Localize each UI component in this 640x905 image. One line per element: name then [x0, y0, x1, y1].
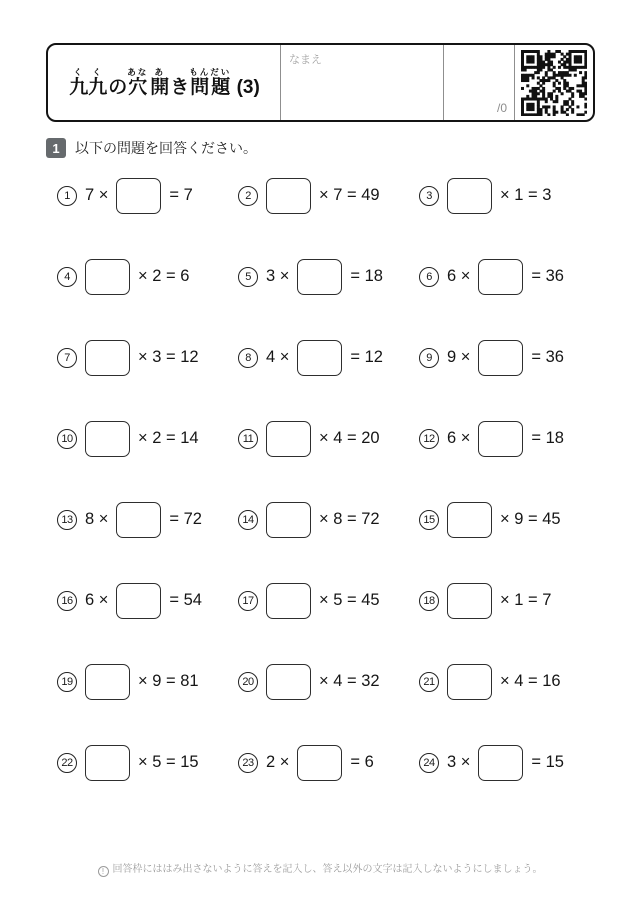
equation-after: = 18	[350, 267, 383, 285]
answer-box[interactable]	[478, 259, 523, 295]
instruction-text: 以下の問題を回答ください。	[75, 140, 257, 156]
problem	[238, 722, 419, 803]
equation-before: 6 ×	[447, 429, 471, 447]
problem-number: 3	[419, 186, 439, 206]
equation-before: 3 ×	[447, 753, 471, 771]
answer-box[interactable]	[266, 502, 311, 538]
problem	[57, 236, 238, 317]
problem	[57, 641, 238, 722]
footer-note-text: 回答枠にははみ出さないように答えを記入し、答え以外の文字は記入しないようにしましょう。	[112, 864, 543, 875]
problem-number: 11	[238, 429, 258, 449]
problem-number: 14	[238, 510, 258, 530]
problem	[238, 236, 419, 317]
equation-after: × 2 = 6	[138, 267, 190, 285]
title-section	[48, 45, 280, 120]
problem	[419, 236, 597, 317]
problem	[57, 479, 238, 560]
problem-number: 20	[238, 672, 258, 692]
name-field[interactable]	[280, 45, 443, 120]
score-field	[443, 45, 514, 120]
qr-section	[514, 45, 593, 120]
problem-number: 23	[238, 753, 258, 773]
problem-number: 10	[57, 429, 77, 449]
problem	[57, 155, 238, 236]
equation-before: 8 ×	[85, 510, 109, 528]
problem-number: 12	[419, 429, 439, 449]
answer-box[interactable]	[478, 745, 523, 781]
problem	[238, 560, 419, 641]
problem-number: 2	[238, 186, 258, 206]
answer-box[interactable]	[447, 502, 492, 538]
problem	[57, 398, 238, 479]
problem-number: 8	[238, 348, 258, 368]
answer-box[interactable]	[85, 664, 130, 700]
answer-box[interactable]	[478, 340, 523, 376]
worksheet-header	[46, 43, 595, 122]
answer-box[interactable]	[116, 502, 161, 538]
equation-after: × 9 = 45	[500, 510, 561, 528]
problem-number: 7	[57, 348, 77, 368]
problem-number: 18	[419, 591, 439, 611]
equation-after: = 15	[531, 753, 564, 771]
equation-after: × 1 = 7	[500, 591, 552, 609]
problem-number: 19	[57, 672, 77, 692]
equation-after: × 4 = 16	[500, 672, 561, 690]
problems-grid	[57, 155, 597, 803]
answer-box[interactable]	[85, 421, 130, 457]
problem-number: 1	[57, 186, 77, 206]
problem	[419, 479, 597, 560]
info-icon: !	[98, 866, 109, 877]
equation-after: × 7 = 49	[319, 186, 380, 204]
equation-after: = 18	[531, 429, 564, 447]
answer-box[interactable]	[297, 340, 342, 376]
answer-box[interactable]	[85, 745, 130, 781]
problem	[57, 722, 238, 803]
question-number-badge: 1	[46, 138, 66, 158]
problem-number: 21	[419, 672, 439, 692]
equation-after: = 72	[169, 510, 202, 528]
problem	[419, 155, 597, 236]
equation-after: × 4 = 20	[319, 429, 380, 447]
problem-number: 16	[57, 591, 77, 611]
equation-after: × 5 = 45	[319, 591, 380, 609]
equation-after: × 1 = 3	[500, 186, 552, 204]
problem	[419, 722, 597, 803]
problem	[238, 641, 419, 722]
answer-box[interactable]	[266, 178, 311, 214]
problem-number: 9	[419, 348, 439, 368]
problem	[238, 155, 419, 236]
answer-box[interactable]	[85, 340, 130, 376]
equation-after: = 6	[350, 753, 374, 771]
name-label: なまえ	[289, 54, 322, 66]
equation-after: = 12	[350, 348, 383, 366]
equation-before: 4 ×	[266, 348, 290, 366]
page-title: 九九くくの穴あな開あき問題もんだい (3)	[69, 66, 260, 98]
qr-code-icon	[521, 50, 587, 116]
problem-number: 4	[57, 267, 77, 287]
problem-number: 22	[57, 753, 77, 773]
problem-number: 17	[238, 591, 258, 611]
problem	[238, 317, 419, 398]
problem	[238, 398, 419, 479]
equation-after: × 4 = 32	[319, 672, 380, 690]
answer-box[interactable]	[116, 583, 161, 619]
equation-before: 9 ×	[447, 348, 471, 366]
problem	[419, 641, 597, 722]
equation-after: = 54	[169, 591, 202, 609]
equation-before: 3 ×	[266, 267, 290, 285]
answer-box[interactable]	[266, 583, 311, 619]
equation-after: × 2 = 14	[138, 429, 199, 447]
equation-before: 2 ×	[266, 753, 290, 771]
problem-number: 15	[419, 510, 439, 530]
problem	[57, 560, 238, 641]
answer-box[interactable]	[297, 745, 342, 781]
equation-after: × 3 = 12	[138, 348, 199, 366]
equation-after: × 8 = 72	[319, 510, 380, 528]
answer-box[interactable]	[447, 178, 492, 214]
problem	[419, 317, 597, 398]
equation-before: 7 ×	[85, 186, 109, 204]
answer-box[interactable]	[447, 583, 492, 619]
answer-box[interactable]	[266, 664, 311, 700]
answer-box[interactable]	[85, 259, 130, 295]
answer-box[interactable]	[266, 421, 311, 457]
problem-number: 13	[57, 510, 77, 530]
problem-number: 5	[238, 267, 258, 287]
equation-before: 6 ×	[447, 267, 471, 285]
equation-after: = 36	[531, 348, 564, 366]
problem	[57, 317, 238, 398]
answer-box[interactable]	[447, 664, 492, 700]
equation-after: × 9 = 81	[138, 672, 199, 690]
problem	[419, 560, 597, 641]
answer-box[interactable]	[478, 421, 523, 457]
footer-note	[0, 860, 640, 877]
answer-box[interactable]	[297, 259, 342, 295]
problem	[419, 398, 597, 479]
equation-before: 6 ×	[85, 591, 109, 609]
answer-box[interactable]	[116, 178, 161, 214]
problem	[238, 479, 419, 560]
equation-after: × 5 = 15	[138, 753, 199, 771]
equation-after: = 7	[169, 186, 193, 204]
equation-after: = 36	[531, 267, 564, 285]
score-value: /0	[496, 101, 507, 115]
problem-number: 24	[419, 753, 439, 773]
problem-number: 6	[419, 267, 439, 287]
